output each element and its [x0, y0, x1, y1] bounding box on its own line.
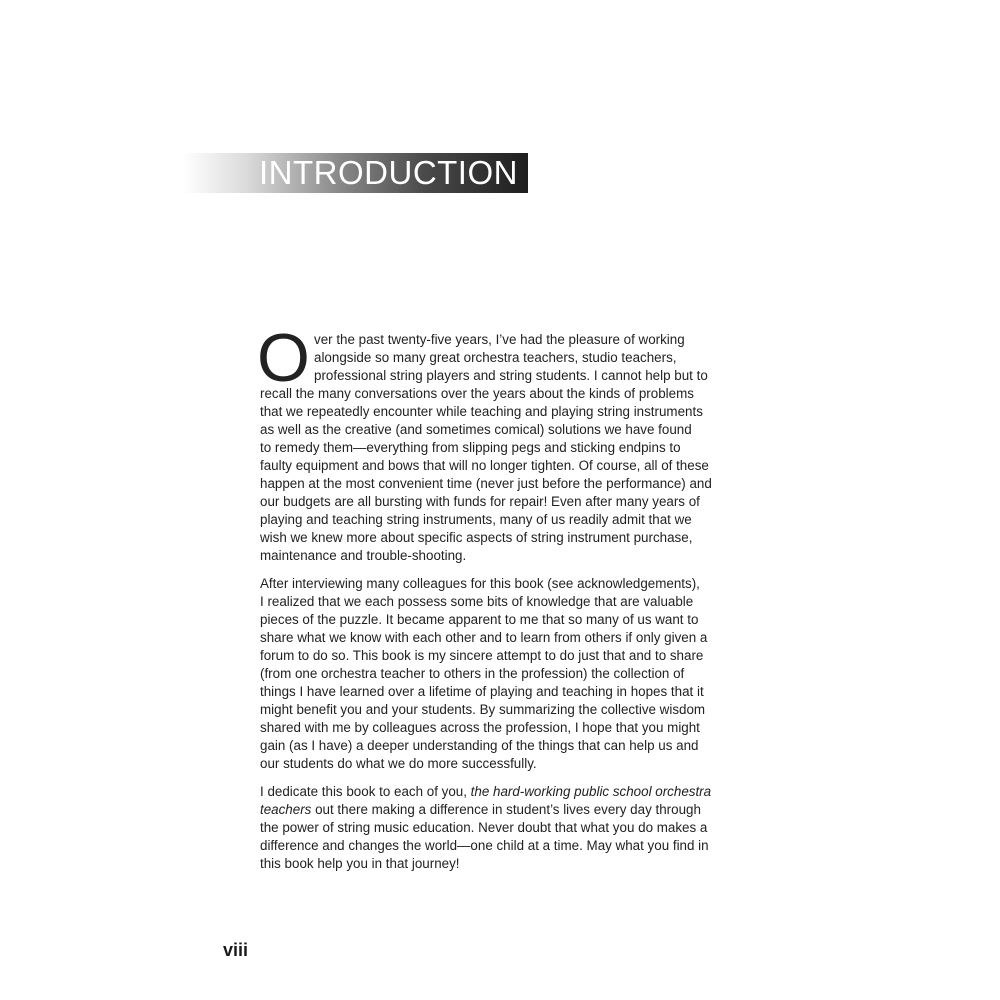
- text-line: that we repeatedly encounter while teaching and playing string instruments: [260, 404, 703, 419]
- text-line: pieces of the puzzle. It became apparent to me that so many of us want to: [260, 612, 699, 627]
- paragraph-3: [260, 783, 740, 873]
- text-line: gain (as I have) a deeper understanding of the things that can help us and: [260, 738, 699, 753]
- text-line: [260, 801, 740, 819]
- chapter-heading-bar: [183, 153, 528, 193]
- text-line: to remedy them—everything from slipping pegs and sticking endpins to: [260, 440, 681, 455]
- text-line: recall the many conversations over the years about the kinds of problems: [260, 386, 694, 401]
- text-line: professional string players and string students. I cannot help but to: [314, 368, 708, 383]
- text-line: happen at the most convenient time (never just before the performance) and: [260, 476, 712, 491]
- paragraph-1: [257, 320, 740, 565]
- text-span: I dedicate this book to each of you,: [260, 784, 471, 799]
- text-line: (from one orchestra teacher to others in the profession) the collection of: [260, 666, 685, 681]
- page-number: viii: [223, 940, 249, 960]
- text-line: wish we knew more about specific aspects of string instrument purchase,: [260, 530, 693, 545]
- drop-cap: O: [257, 320, 310, 396]
- text-line: might benefit you and your students. By summarizing the collective wisdom: [260, 702, 706, 717]
- text-line: our budgets are all bursting with funds for repair! Even after many years of: [260, 494, 700, 509]
- text-line: playing and teaching string instruments, many of us readily admit that we: [260, 512, 692, 527]
- text-line: share what we know with each other and to learn from others if only given a: [260, 630, 708, 645]
- text-line: [260, 783, 740, 801]
- text-line: things I have learned over a lifetime of playing and teaching in hopes that it: [260, 684, 704, 699]
- text-line: I realized that we each possess some bits of knowledge that are valuable: [260, 594, 694, 609]
- chapter-title: INTRODUCTION: [259, 154, 518, 191]
- text-line: our students do what we do more successfully.: [260, 756, 537, 771]
- italic-text-span: teachers: [260, 802, 312, 817]
- body-text: [257, 320, 740, 883]
- text-line: maintenance and trouble-shooting.: [260, 548, 467, 563]
- italic-text-span: the hard-working public school orchestra: [470, 784, 712, 799]
- text-span: out there making a difference in student’s lives every day through: [311, 802, 701, 817]
- paragraph-2: [260, 575, 740, 773]
- text-line: forum to do so. This book is my sincere attempt to do just that and to share: [260, 648, 704, 663]
- text-line: difference and changes the world—one child at a time. May what you find in: [260, 838, 709, 853]
- text-line: After interviewing many colleagues for this book (see acknowledgements),: [260, 576, 700, 591]
- text-line: faulty equipment and bows that will no longer tighten. Of course, all of these: [260, 458, 709, 473]
- text-line: this book help you in that journey!: [260, 856, 460, 871]
- text-line: as well as the creative (and sometimes comical) solutions we have found: [260, 422, 692, 437]
- text-line: alongside so many great orchestra teachers, studio teachers,: [314, 350, 677, 365]
- text-line: the power of string music education. Never doubt that what you do makes a: [260, 820, 708, 835]
- text-line: shared with me by colleagues across the profession, I hope that you might: [260, 720, 700, 735]
- text-line: ver the past twenty-five years, I’ve had the pleasure of working: [314, 332, 685, 347]
